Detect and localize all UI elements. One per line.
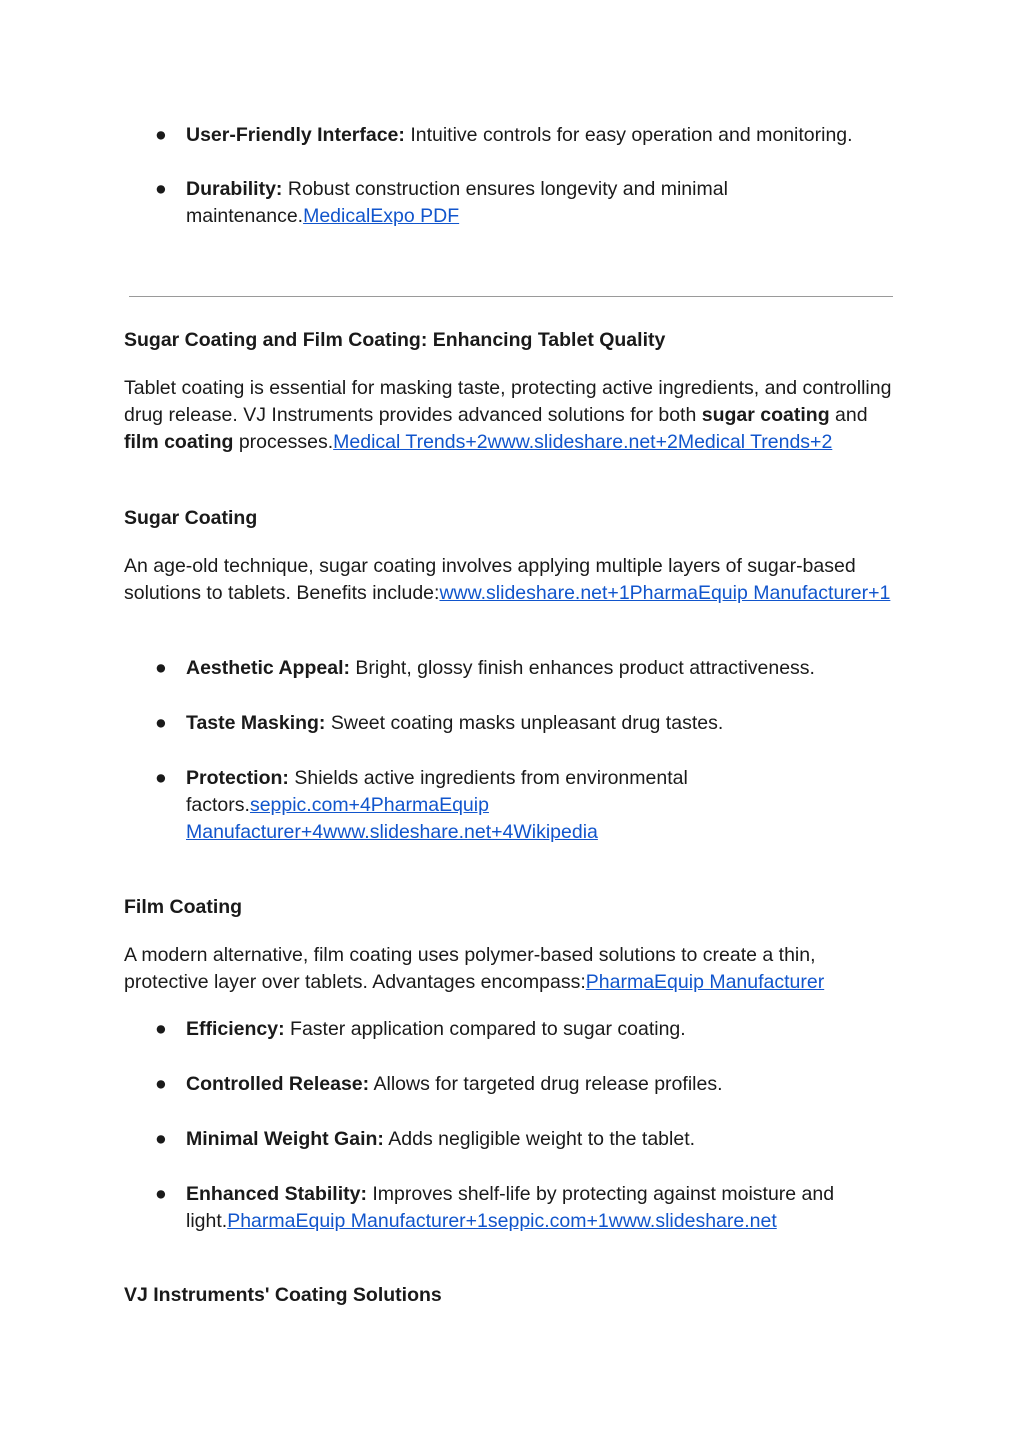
- bullet-icon: ●: [155, 1183, 167, 1205]
- bullet-icon: ●: [155, 1073, 167, 1095]
- sugar-intro-text: An age-old technique, sugar coating involves applying multiple layers of sugar-based solutions to tablets. Benefits include:: [124, 555, 856, 604]
- film-intro: [124, 942, 899, 996]
- list-item: [124, 176, 899, 230]
- subsection-title-film: Film Coating: [124, 896, 243, 918]
- list-item: [124, 765, 746, 846]
- item-text: Faster application compared to sugar coating.: [284, 1018, 686, 1040]
- item-text: Adds negligible weight to the tablet.: [383, 1128, 696, 1150]
- sugar-intro: [124, 553, 899, 607]
- bullet-icon: ●: [155, 1018, 167, 1040]
- item-text: Intuitive controls for easy operation and monitoring.: [404, 124, 853, 146]
- source-link[interactable]: PharmaEquip Manufacturer: [585, 971, 825, 993]
- item-label: Efficiency:: [186, 1018, 285, 1040]
- item-label: Durability:: [186, 178, 283, 200]
- source-link[interactable]: PharmaEquip Manufacturer+1seppic.com+1www.slideshare.net: [227, 1210, 777, 1232]
- bullet-icon: ●: [155, 178, 167, 200]
- bullet-icon: ●: [155, 712, 167, 734]
- item-label: Controlled Release:: [186, 1073, 370, 1095]
- intro-text: Tablet coating is essential for masking taste, protecting active ingredients, and controlling drug release. VJ Instruments provides advanced solutions for both: [124, 377, 892, 426]
- item-text: Allows for targeted drug release profiles.: [369, 1073, 723, 1095]
- subsection-title-sugar: Sugar Coating: [124, 507, 258, 529]
- item-text: Shields active ingredients from environmental factors.: [186, 767, 688, 816]
- film-intro-text: A modern alternative, film coating uses polymer-based solutions to create a thin, protective layer over tablets. Advantages encompass:: [124, 944, 816, 993]
- list-item: [124, 710, 899, 737]
- item-text: Improves shelf-life by protecting against moisture and light.: [186, 1183, 835, 1232]
- item-label: Protection:: [186, 767, 289, 789]
- film-advantages-list: [124, 1016, 899, 1235]
- bullet-icon: ●: [155, 657, 167, 679]
- item-label: User-Friendly Interface:: [186, 124, 405, 146]
- sugar-benefits-list: [124, 655, 899, 846]
- source-link[interactable]: MedicalExpo PDF: [303, 205, 460, 227]
- bullet-icon: ●: [155, 767, 167, 789]
- feature-list: [124, 122, 899, 230]
- section-title: Sugar Coating and Film Coating: Enhancing Tablet Quality: [124, 329, 666, 351]
- item-label: Enhanced Stability:: [186, 1183, 367, 1205]
- intro-text: and: [829, 404, 868, 426]
- bold-term: sugar coating: [701, 404, 830, 426]
- list-item: [124, 1181, 899, 1235]
- intro-text: processes.: [233, 431, 334, 453]
- list-item: [124, 122, 899, 149]
- bullet-icon: ●: [155, 1128, 167, 1150]
- source-link[interactable]: www.slideshare.net+1PharmaEquip Manufacturer+1: [439, 582, 891, 604]
- horizontal-divider: [129, 296, 893, 297]
- item-label: Taste Masking:: [186, 712, 326, 734]
- bold-term: film coating: [124, 431, 234, 453]
- item-text: Bright, glossy finish enhances product attractiveness.: [349, 657, 815, 679]
- item-text: Sweet coating masks unpleasant drug tastes.: [325, 712, 724, 734]
- list-item: [124, 1126, 899, 1153]
- source-link[interactable]: Medical Trends+2www.slideshare.net+2Medical Trends+2: [333, 431, 833, 453]
- list-item: [124, 1016, 899, 1043]
- item-label: Minimal Weight Gain:: [186, 1128, 384, 1150]
- source-link[interactable]: seppic.com+4PharmaEquip Manufacturer+4www.slideshare.net+4Wikipedia: [186, 794, 598, 843]
- list-item: [124, 1071, 899, 1098]
- bullet-icon: ●: [155, 124, 167, 146]
- next-section-title: VJ Instruments' Coating Solutions: [124, 1284, 442, 1306]
- intro-paragraph: [124, 375, 899, 456]
- item-label: Aesthetic Appeal:: [186, 657, 350, 679]
- item-text: Robust construction ensures longevity and minimal maintenance.: [186, 178, 728, 227]
- list-item: [124, 655, 899, 682]
